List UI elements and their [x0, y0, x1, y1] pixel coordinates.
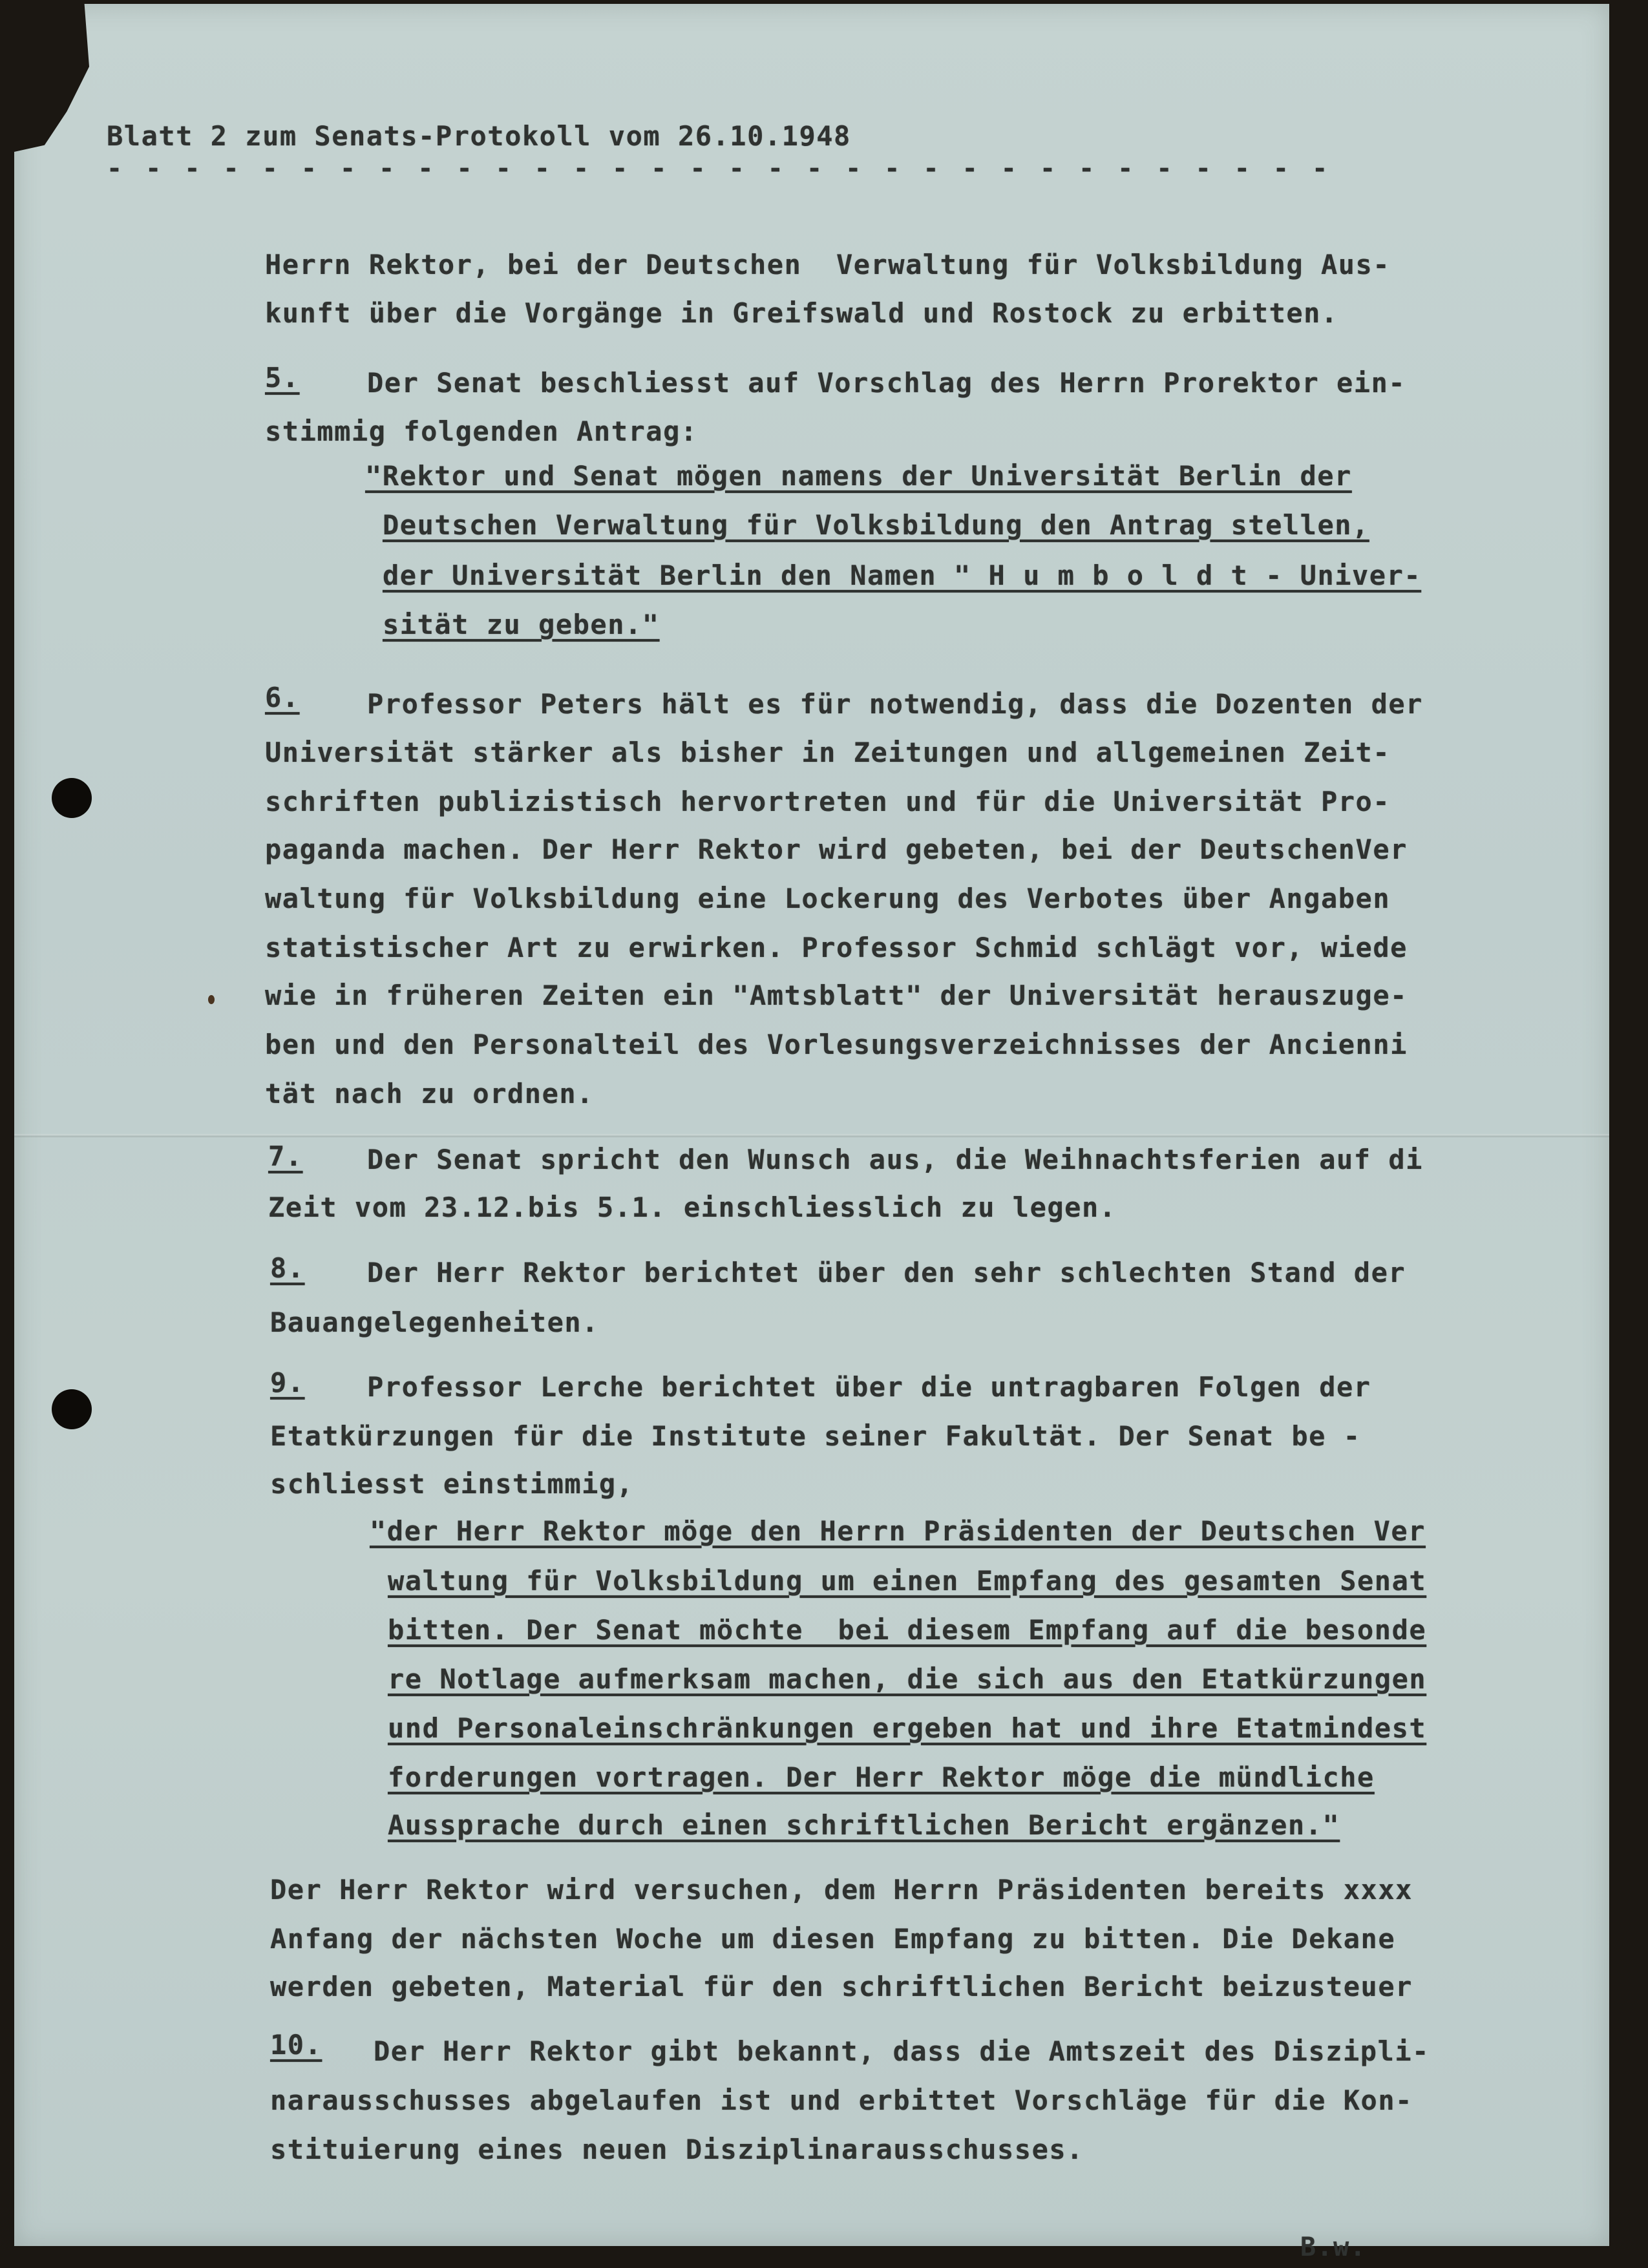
item-number: 6. — [265, 682, 300, 713]
item-text-line: wie in früheren Zeiten ein "Amtsblatt" der Universität herauszuge- — [265, 980, 1408, 1011]
item-text-line: werden gebeten, Material für den schriftlichen Bericht beizusteuer — [270, 1971, 1413, 2002]
item-number: 10. — [270, 2029, 322, 2061]
item-text-line: Professor Lerche berichtet über die untragbaren Folgen der — [367, 1371, 1371, 1403]
quote-line: bitten. Der Senat möchte bei diesem Empfang auf die besonde — [388, 1614, 1427, 1646]
item-text-line: Universität stärker als bisher in Zeitungen und allgemeinen Zeit- — [265, 737, 1391, 768]
quote-line: forderungen vortragen. Der Herr Rektor möge die mündliche — [388, 1761, 1375, 1793]
punch-hole-upper — [52, 778, 92, 818]
item-text-line: waltung für Volksbildung eine Lockerung des Verbotes über Angaben — [265, 883, 1391, 914]
page-header: Blatt 2 zum Senats-Protokoll vom 26.10.1948 — [107, 120, 851, 152]
item-text-line: Der Senat spricht den Wunsch aus, die Weihnachtsferien auf di — [367, 1144, 1423, 1175]
paper-sheet — [14, 4, 1609, 2246]
item-text-line: Der Senat beschliesst auf Vorschlag des Herrn Prorektor ein- — [367, 367, 1406, 399]
paper-fold — [14, 1134, 1609, 1137]
item-text-line: stimmig folgenden Antrag: — [265, 415, 698, 447]
item-number: 8. — [270, 1252, 305, 1284]
quote-line: "Rektor und Senat mögen namens der Universität Berlin der — [365, 460, 1352, 492]
quote-line: der Universität Berlin den Namen " H u m b o l d t - Univer- — [383, 560, 1422, 591]
item-text-line: Professor Peters hält es für notwendig, dass die Dozenten der — [367, 688, 1423, 720]
item-text-line: tät nach zu ordnen. — [265, 1078, 594, 1109]
item-text-line: narausschusses abgelaufen ist und erbittet Vorschläge für die Kon- — [270, 2084, 1413, 2116]
quote-line: waltung für Volksbildung um einen Empfang des gesamten Senat — [388, 1565, 1427, 1597]
item-text-line: Der Herr Rektor berichtet über den sehr schlechten Stand der — [367, 1257, 1406, 1288]
item-text-line: Zeit vom 23.12.bis 5.1. einschliesslich zu legen. — [268, 1192, 1117, 1223]
quote-line: Aussprache durch einen schriftlichen Bericht ergänzen." — [388, 1809, 1340, 1841]
intro-line: Herrn Rektor, bei der Deutschen Verwaltung für Volksbildung Aus- — [265, 249, 1391, 280]
item-number: 7. — [268, 1140, 303, 1172]
quote-line: re Notlage aufmerksam machen, die sich aus den Etatkürzungen — [388, 1663, 1427, 1695]
intro-line: kunft über die Vorgänge in Greifswald und Rostock zu erbitten. — [265, 297, 1338, 329]
quote-line: und Personaleinschränkungen ergeben hat und ihre Etatmindest — [388, 1712, 1427, 1744]
item-text-line: Anfang der nächsten Woche um diesen Empfang zu bitten. Die Dekane — [270, 1923, 1396, 1955]
paper-stain — [208, 995, 215, 1004]
item-number: 9. — [270, 1367, 305, 1398]
item-text-line: Der Herr Rektor gibt bekannt, dass die Amtszeit des Diszipli- — [374, 2035, 1430, 2067]
item-text-line: Etatkürzungen für die Institute seiner Fakultät. Der Senat be - — [270, 1420, 1361, 1452]
item-text-line: statistischer Art zu erwirken. Professor Schmid schlägt vor, wiede — [265, 932, 1408, 963]
item-text-line: schliesst einstimmig, — [270, 1468, 634, 1500]
item-text-line: stituierung eines neuen Disziplinarausschusses. — [270, 2134, 1084, 2165]
item-text-line: Bauangelegenheiten. — [270, 1307, 599, 1338]
item-text-line: ben und den Personalteil des Vorlesungsverzeichnisses der Ancienni — [265, 1029, 1408, 1060]
item-text-line: paganda machen. Der Herr Rektor wird gebeten, bei der DeutschenVer — [265, 834, 1408, 865]
quote-line: Deutschen Verwaltung für Volksbildung den Antrag stellen, — [383, 509, 1369, 541]
item-number: 5. — [265, 362, 300, 394]
item-text-line: schriften publizistisch hervortreten und für die Universität Pro- — [265, 786, 1391, 817]
header-dash-rule: - - - - - - - - - - - - - - - - - - - - - - - - - - - - - - - - — [107, 154, 1332, 184]
signoff-bw: B.w. — [1300, 2232, 1367, 2262]
quote-line: sität zu geben." — [383, 609, 660, 640]
punch-hole-lower — [52, 1389, 92, 1429]
item-text-line: Der Herr Rektor wird versuchen, dem Herrn Präsidenten bereits xxxx — [270, 1874, 1413, 1906]
quote-line: "der Herr Rektor möge den Herrn Präsidenten der Deutschen Ver — [370, 1515, 1426, 1547]
